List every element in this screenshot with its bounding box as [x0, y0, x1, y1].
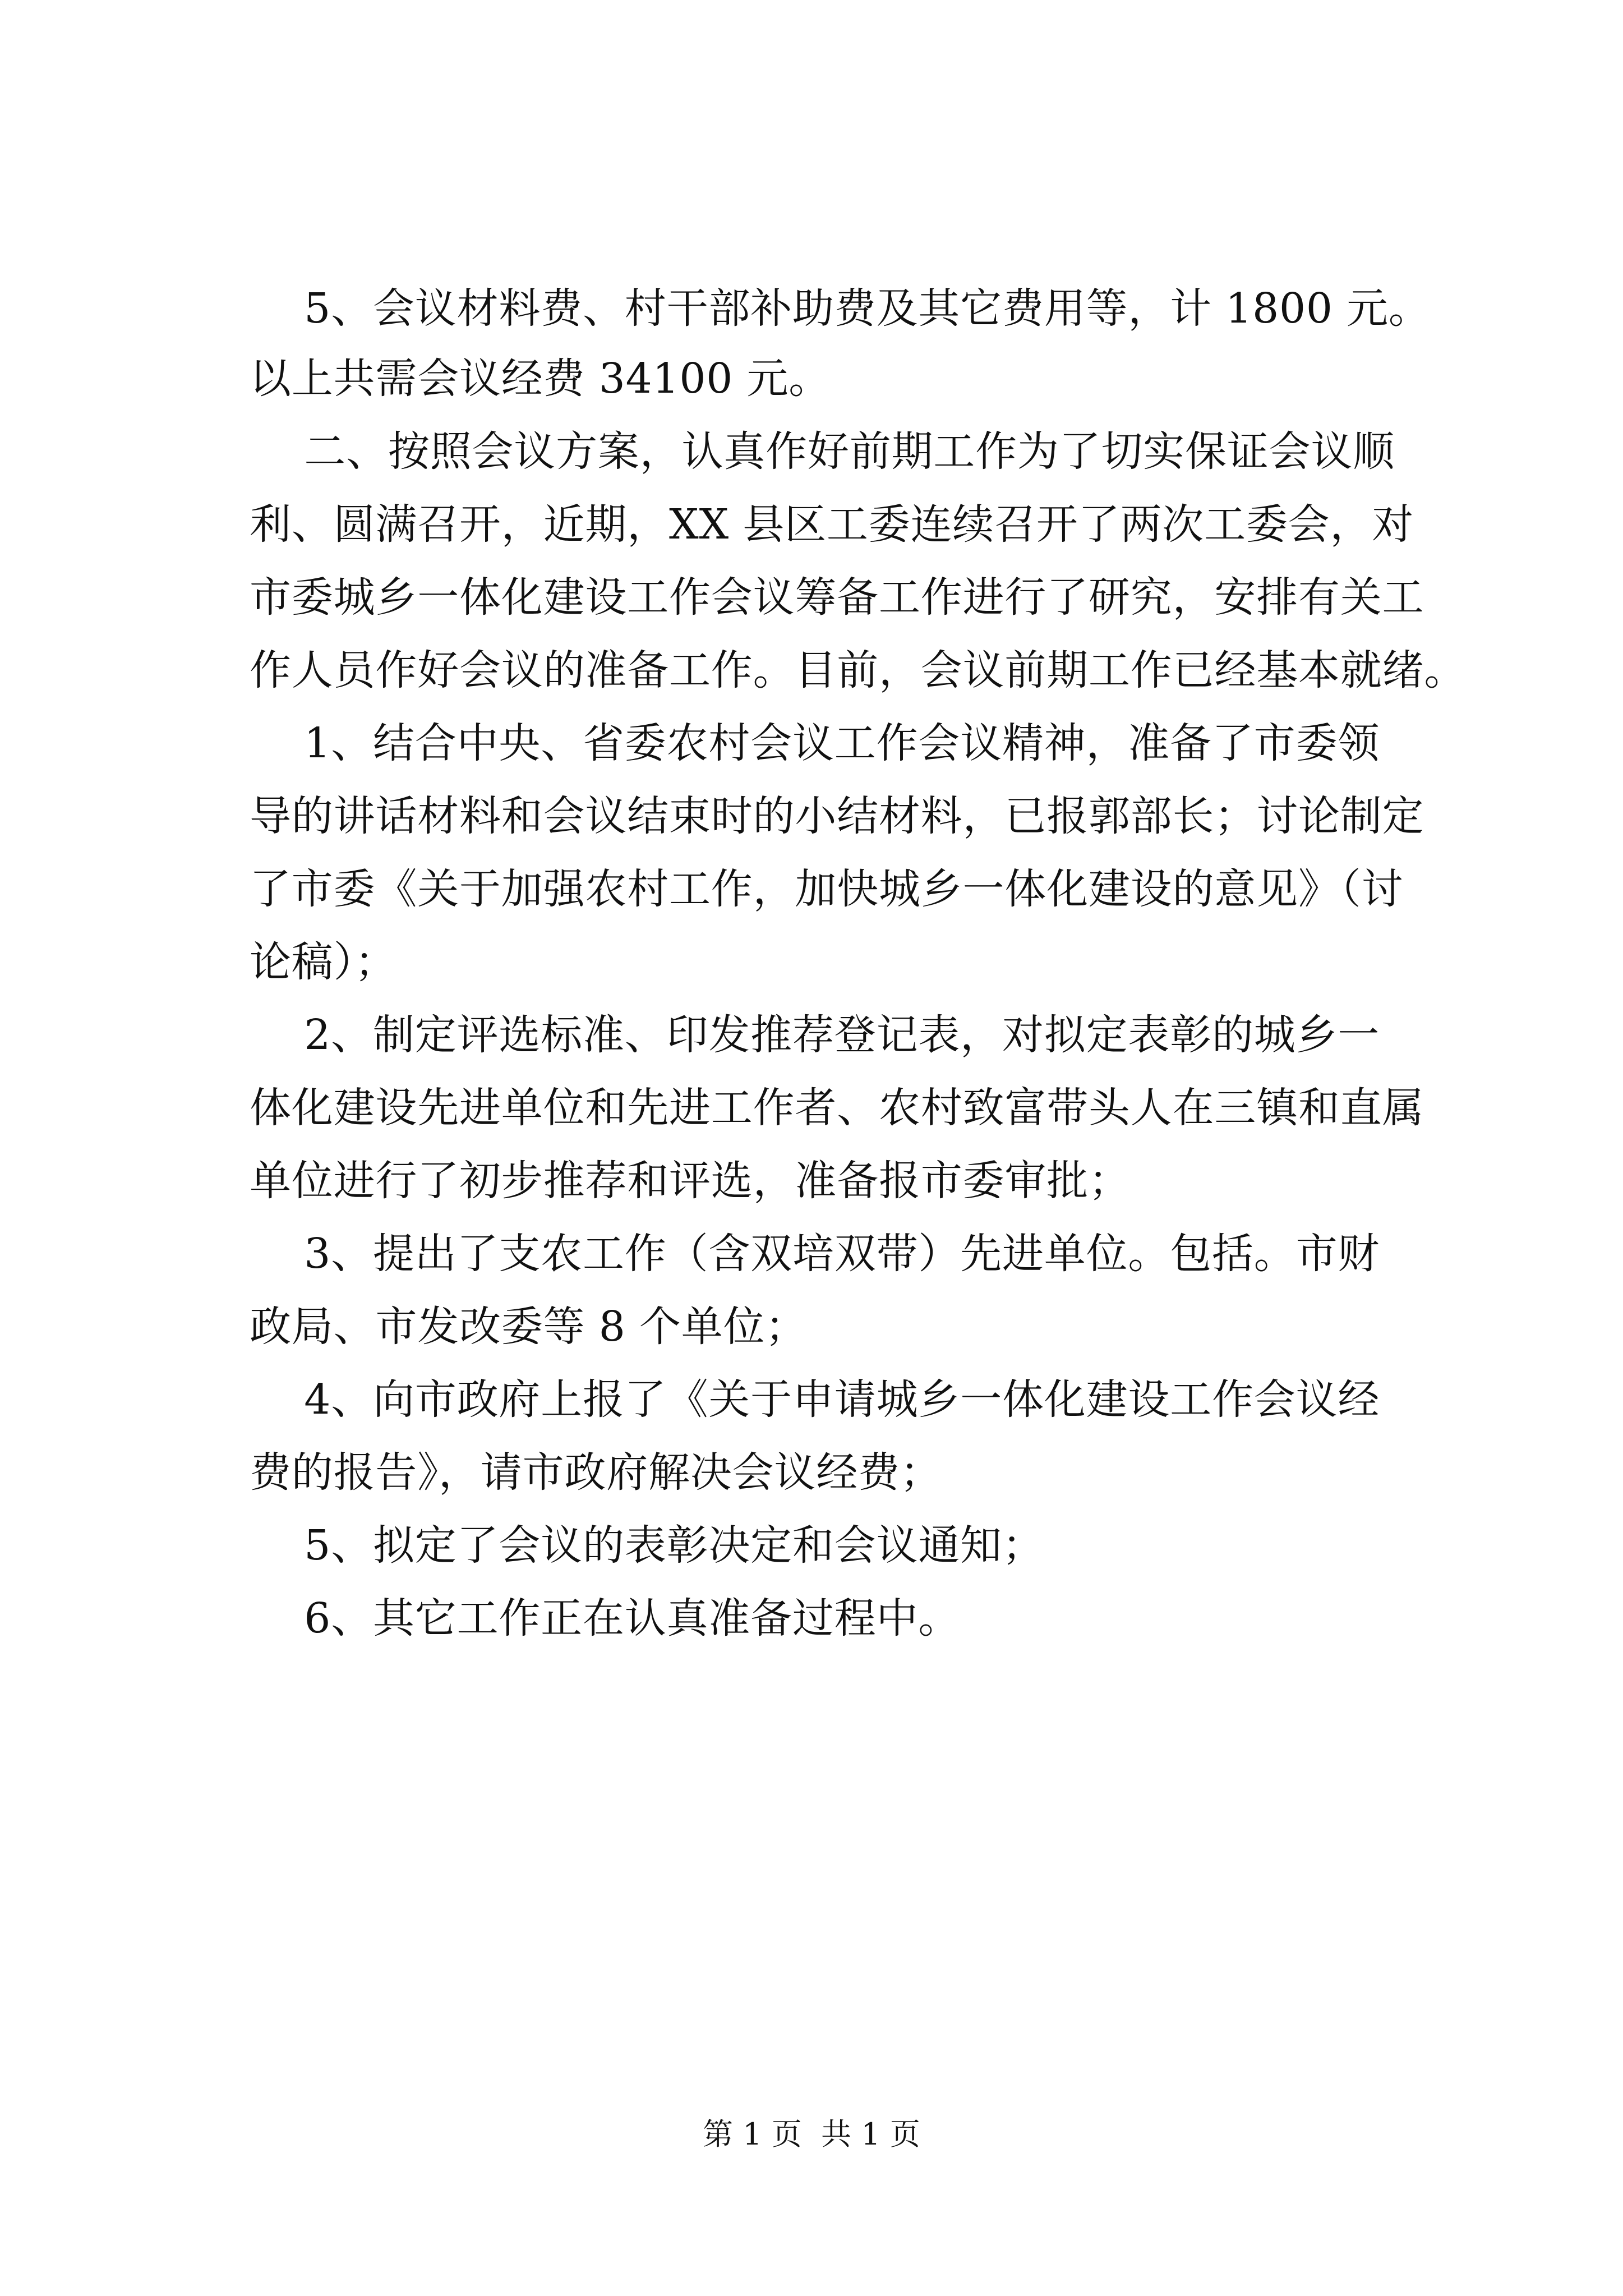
text-line: 导的讲话材料和会议结束时的小结材料，已报郭部长；讨论制定 — [250, 792, 1424, 840]
text-line: 4、向市政府上报了《关于申请城乡一体化建设工作会议经 — [250, 1375, 1380, 1424]
text-line: 市委城乡一体化建设工作会议筹备工作进行了研究，安排有关工 — [250, 573, 1424, 622]
page-number-footer: 第 1 页 共 1 页 — [703, 2116, 920, 2152]
text-line: 了市委《关于加强农村工作，加快城乡一体化建设的意见》（讨 — [250, 865, 1404, 913]
text-line: 体化建设先进单位和先进工作者、农村致富带头人在三镇和直属 — [250, 1084, 1424, 1132]
document-body — [250, 280, 1467, 1963]
text-line: 政局、市发改委等 8 个单位； — [250, 1303, 808, 1351]
text-line: 5、会议材料费、村干部补助费及其它费用等，计 1800 元。 — [250, 284, 1431, 333]
text-line: 作人员作好会议的准备工作。目前，会议前期工作已经基本就绪。 — [250, 646, 1467, 694]
text-line: 2、制定评选标准、印发推荐登记表，对拟定表彰的城乡一 — [250, 1011, 1380, 1059]
text-line: 单位进行了初步推荐和评选，准备报市委审批； — [250, 1157, 1131, 1205]
text-line: 6、其它工作正在认真准备过程中。 — [250, 1594, 961, 1642]
text-line: 3、提出了支农工作（含双培双带）先进单位。包括。市财 — [250, 1230, 1380, 1278]
text-line: 5、拟定了会议的表彰决定和会议通知； — [250, 1521, 1044, 1570]
text-line: 1、结合中央、省委农村会议工作会议精神，准备了市委领 — [250, 719, 1380, 767]
text-line: 二、按照会议方案，认真作好前期工作为了切实保证会议顺 — [250, 427, 1395, 476]
text-line: 论稿）； — [250, 938, 397, 986]
text-line: 以上共需会议经费 34100 元。 — [250, 355, 831, 403]
text-line: 利、圆满召开，近期，XX 县区工委连续召开了两次工委会，对 — [250, 500, 1414, 549]
text-line: 费的报告》，请市政府解决会议经费； — [250, 1448, 942, 1497]
